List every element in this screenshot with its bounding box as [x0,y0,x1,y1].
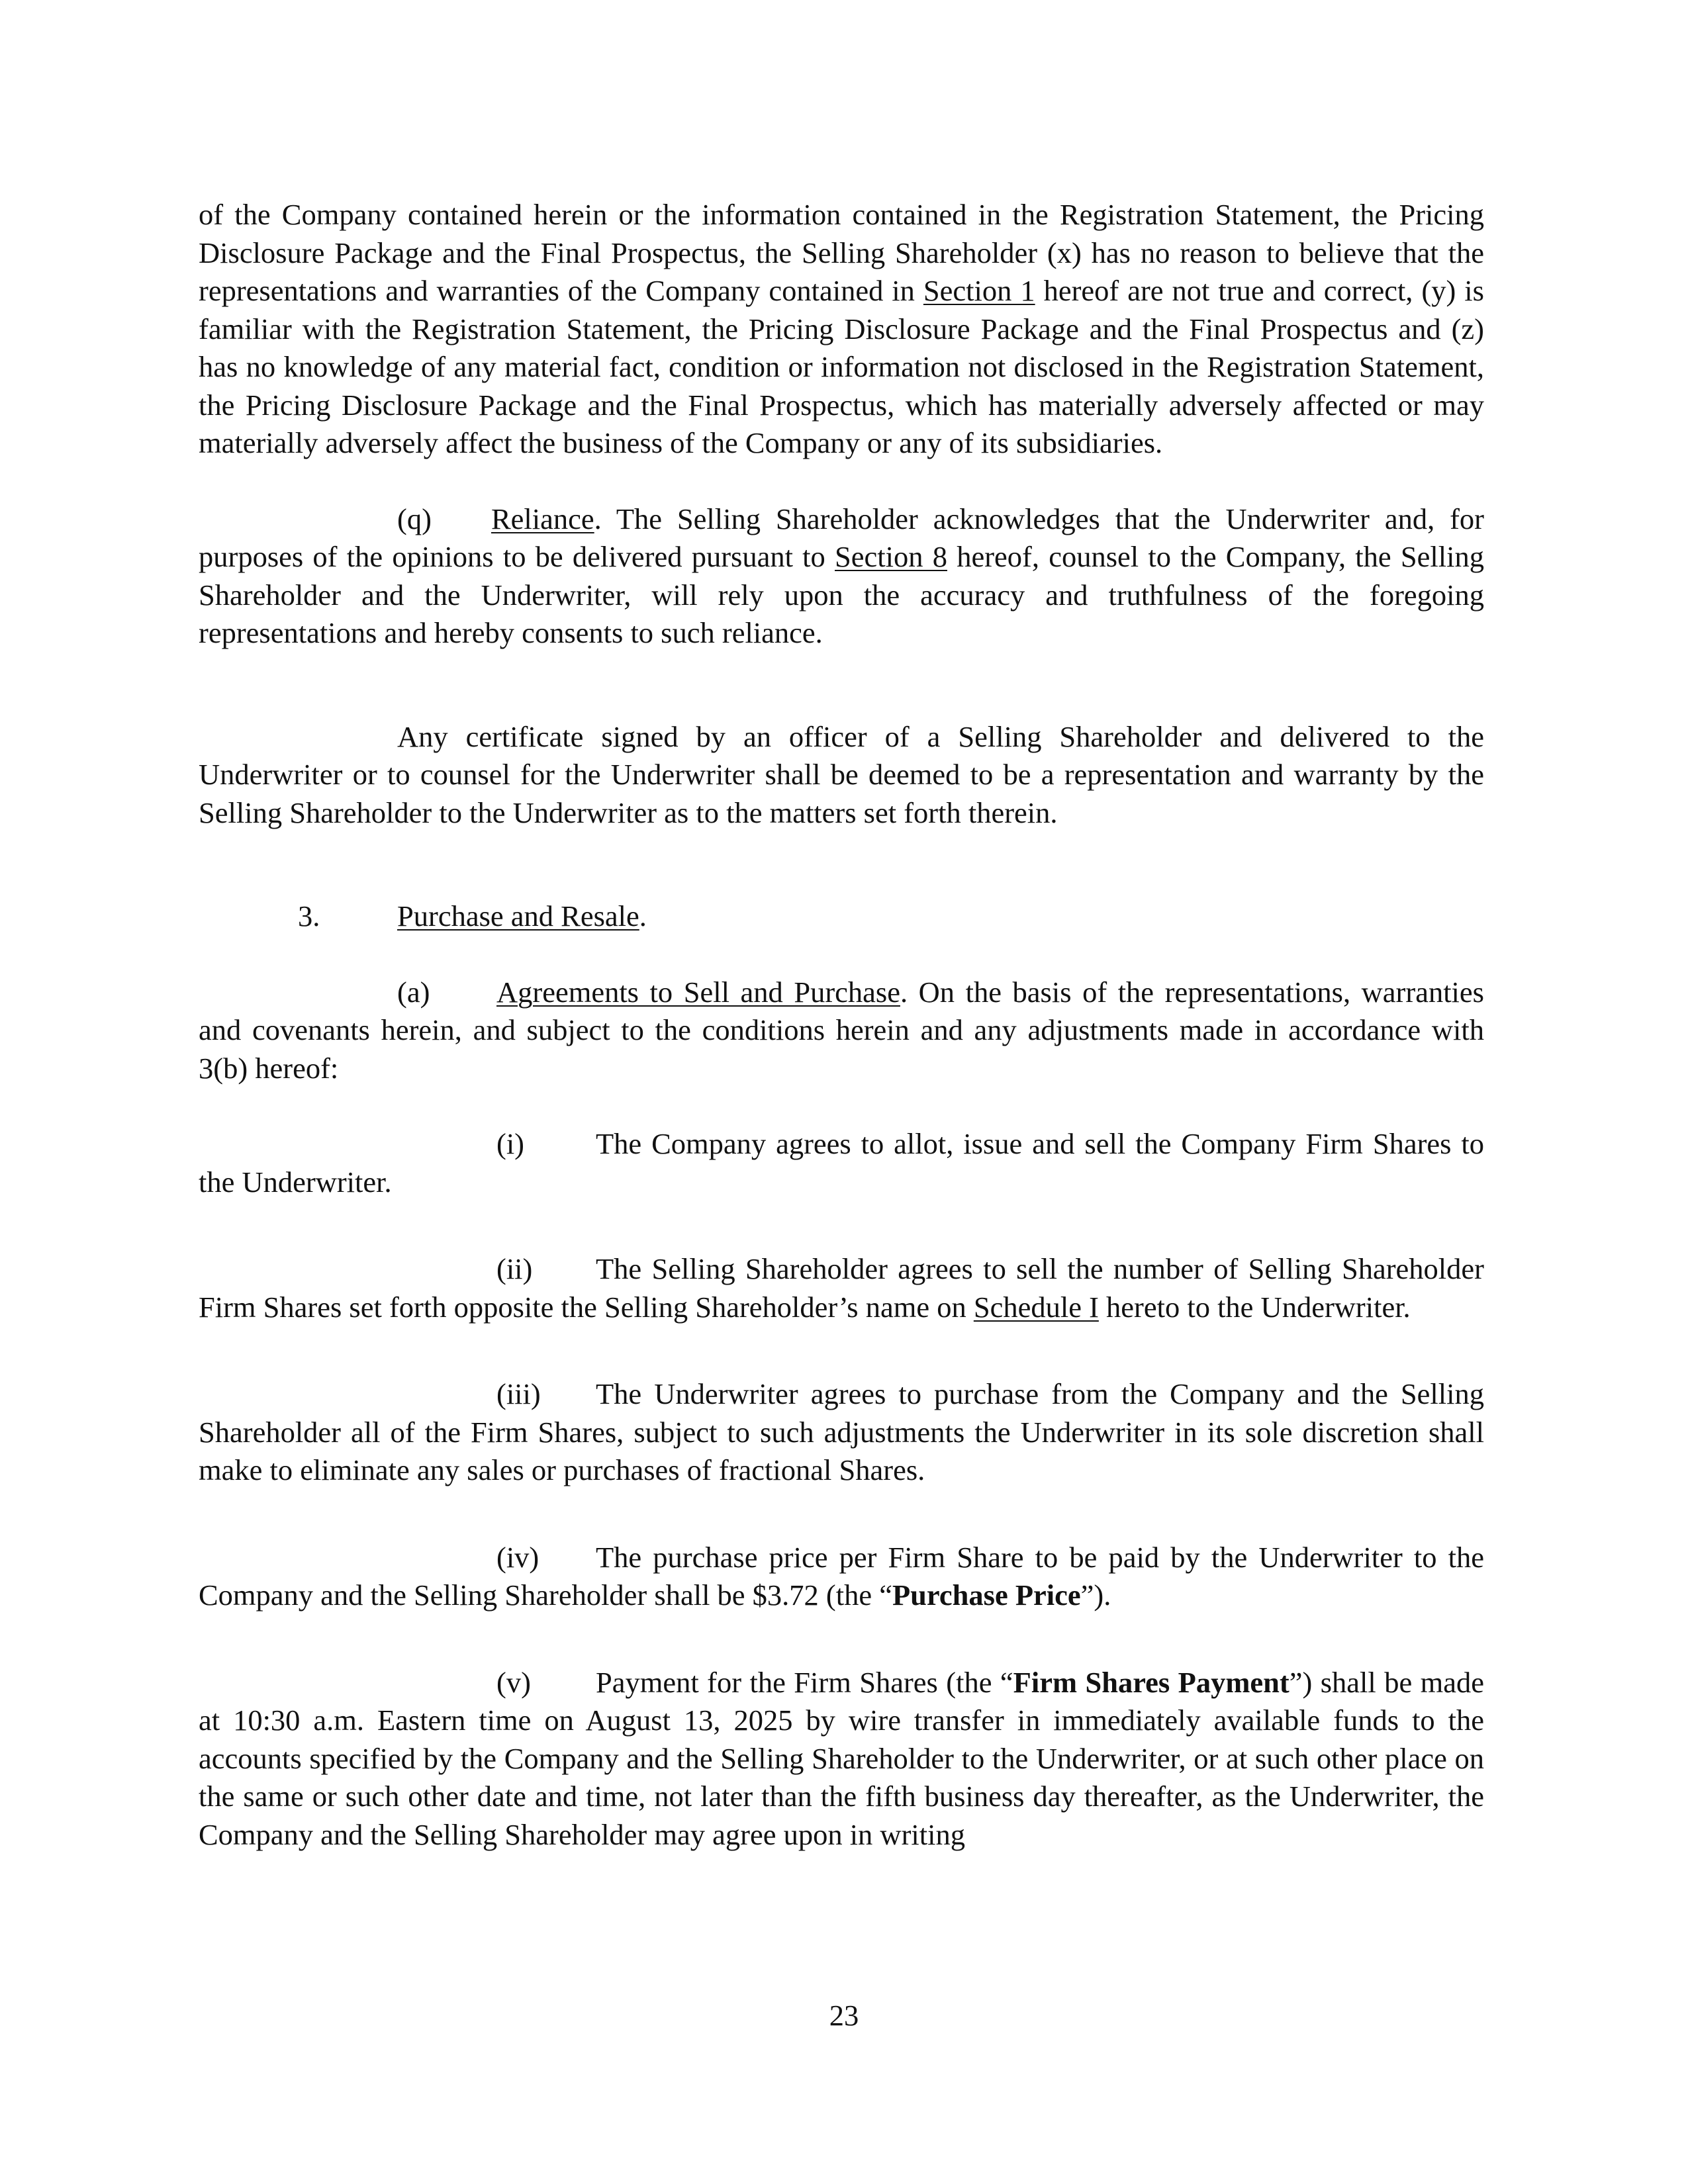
item-iii-label: (iii) [496,1377,541,1410]
schedule-i-reference: Schedule I [973,1290,1099,1324]
reliance-paragraph: (q) Reliance. The Selling Shareholder acknowledges that the Underwriter and, for purposes of the opinions to be delivered pursuant to Section 8 hereof, counsel to the Company, the Selling Shareholder and the Underwriter, will rely upon the accuracy and truthfulness of the foregoing representations and hereby consents to such reliance. [199,500,1484,653]
agreements-paragraph: (a) Agreements to Sell and Purchase. On the basis of the representations, warranties and covenants herein, and subject to the conditions herein and any adjustments made in accordance with 3(b) hereof: [199,974,1484,1088]
continuation-paragraph: of the Company contained herein or the information contained in the Registration Statement, the Pricing Disclosure Package and the Final Prospectus, the Selling Shareholder (x) has no reason to believe that the representations and warranties of the Company contained in Section 1 hereof are not true and correct, (y) is familiar with the Registration Statement, the Pricing Disclosure Package and the Final Prospectus and (z) has no knowledge of any material fact, condition or information not disclosed in the Registration Statement, the Pricing Disclosure Package and the Final Prospectus, which has materially adversely affected or may materially adversely affect the business of the Company or any of its subsidiaries. [199,198,1484,459]
section-3-title: Purchase and Resale [397,899,639,933]
section-3-heading: 3. Purchase and Resale. [199,897,1484,936]
purchase-price-term: Purchase Price [892,1578,1081,1612]
item-iv-label: (iv) [496,1540,539,1574]
item-v-label: (v) [496,1665,531,1699]
item-iii-paragraph: (iii) The Underwriter agrees to purchase from the Company and the Selling Shareholder all of the Firm Shares, subject to such adjustments the Underwriter in its sole discretion shall make to eliminate any sales or purchases of fractional Shares. [199,1375,1484,1490]
page-number: 23 [829,1999,859,2032]
item-i-paragraph: (i) The Company agrees to allot, issue and sell the Company Firm Shares to the Underwriter. [199,1125,1484,1201]
item-i-label: (i) [496,1127,525,1160]
item-ii-paragraph: (ii) The Selling Shareholder agrees to sell the number of Selling Shareholder Firm Shares set forth opposite the Selling Shareholder’s name on Schedule I hereto to the Underwriter. [199,1250,1484,1326]
certificate-paragraph: Any certificate signed by an officer of a Selling Shareholder and delivered to the Underwriter or to counsel for the Underwriter shall be deemed to be a representation and warranty by the Selling Shareholder to the Underwriter as to the matters set forth therein. [199,719,1484,829]
item-v-paragraph: (v) Payment for the Firm Shares (the “Firm Shares Payment”) shall be made at 10:30 a.m. Eastern time on August 13, 2025 by wire transfer in immediately available funds to the accounts specified by the Company and the Selling Shareholder to the Underwriter, or at such other place on the same or such other date and time, not later than the fifth business day thereafter, as the Underwriter, the Company and the Selling Shareholder may agree upon in writing [199,1664,1484,1854]
section-3-number: 3. [298,899,320,933]
firm-shares-payment-term: Firm Shares Payment [1013,1665,1289,1699]
reliance-heading: Reliance [491,502,594,535]
agreements-label: (a) [397,975,430,1009]
reliance-label: (q) [397,502,432,535]
section-8-reference: Section 8 [835,540,947,573]
item-ii-label: (ii) [496,1252,533,1285]
section-1-reference: Section 1 [923,274,1035,307]
agreements-heading: Agreements to Sell and Purchase [496,975,900,1009]
document-page [199,196,1484,1854]
item-iv-paragraph: (iv) The purchase price per Firm Share to be paid by the Underwriter to the Company and the Selling Shareholder shall be $3.72 (the “Purchase Price”). [199,1539,1484,1615]
